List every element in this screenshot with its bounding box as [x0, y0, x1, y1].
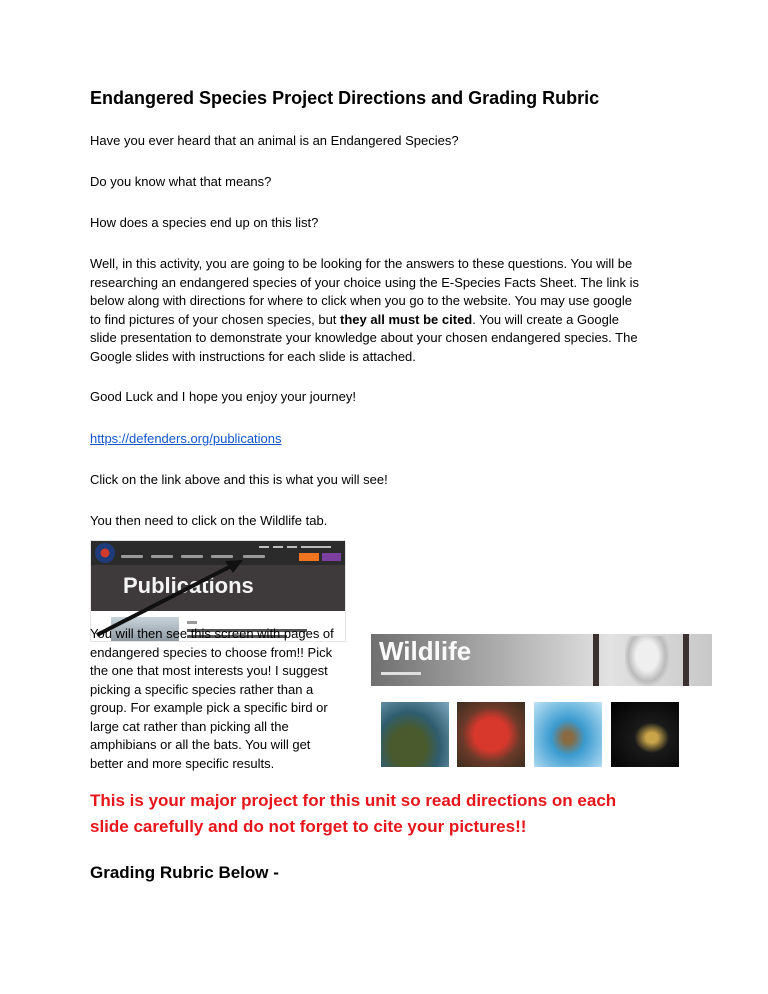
intro-line: researching an endangered species of your choice using the E-Species Facts Sheet. The link is: [90, 274, 639, 290]
warning-line: slide carefully and do not forget to cite your pictures!!: [90, 817, 527, 836]
defenders-link[interactable]: https://defenders.org/publications: [90, 431, 282, 446]
wildlife-screenshot: [371, 634, 712, 769]
intro-paragraph: [90, 255, 690, 366]
intro-line: below along with directions for where to click when you go to the website. You may use google: [90, 293, 632, 308]
document-title: Endangered Species Project Directions and Grading Rubric: [90, 88, 600, 108]
question-1: Have you ever heard that an animal is an Endangered Species?: [90, 133, 459, 148]
bat-tile-image: [611, 702, 679, 767]
instruction-line: group. For example pick a specific bird or: [90, 700, 328, 715]
instruction-line: amphibians or all the bats. You will get: [90, 737, 311, 752]
cite-emphasis: they all must be cited: [340, 311, 473, 327]
wildlife-instructions: [90, 625, 365, 773]
wolf-image: [625, 636, 669, 686]
instruction-line: large cat rather than picking all the: [90, 718, 289, 734]
instruction-line: picking a specific species rather than a: [90, 681, 314, 697]
instruction-line: endangered species to choose from!! Pick: [90, 644, 333, 660]
major-project-warning: [90, 788, 690, 840]
alligator-tile-image: [381, 702, 449, 767]
warning-line: This is your major project for this unit so read directions on each: [90, 791, 617, 810]
instruction-line: better and more specific results.: [90, 755, 275, 771]
good-luck-text: Good Luck and I hope you enjoy your journey!: [90, 389, 356, 404]
question-2: Do you know what that means?: [90, 174, 272, 189]
click-link-text: Click on the link above and this is what you will see!: [90, 472, 388, 487]
wildlife-banner-title: Wildlife: [379, 636, 472, 666]
intro-line: Well, in this activity, you are going to be looking for the answers to these questions. You will be: [90, 256, 633, 271]
intro-text: . You will create a Google: [472, 311, 619, 327]
banner-subtitle-line: [381, 672, 421, 675]
bird-tile-image: [534, 702, 602, 767]
intro-line: Google slides with instructions for each slide is attached.: [90, 348, 416, 364]
intro-line: [90, 311, 690, 330]
tree-trunk: [683, 634, 689, 686]
intro-text: to find pictures of your chosen species, but: [90, 311, 341, 327]
wildlife-tab-text: You then need to click on the Wildlife tab.: [90, 513, 328, 528]
tree-trunk: [593, 634, 599, 686]
publications-banner-title: Publications: [123, 573, 254, 598]
instruction-line: You will then see this screen with pages of: [90, 626, 334, 641]
question-3: How does a species end up on this list?: [90, 215, 319, 230]
rubric-heading: Grading Rubric Below -: [90, 863, 279, 882]
link-paragraph: [90, 430, 690, 449]
frog-tile-image: [457, 702, 525, 767]
instruction-line: the one that most interests you! I suggest: [90, 663, 328, 678]
intro-line: slide presentation to demonstrate your knowledge about your chosen endangered species. The: [90, 330, 638, 345]
